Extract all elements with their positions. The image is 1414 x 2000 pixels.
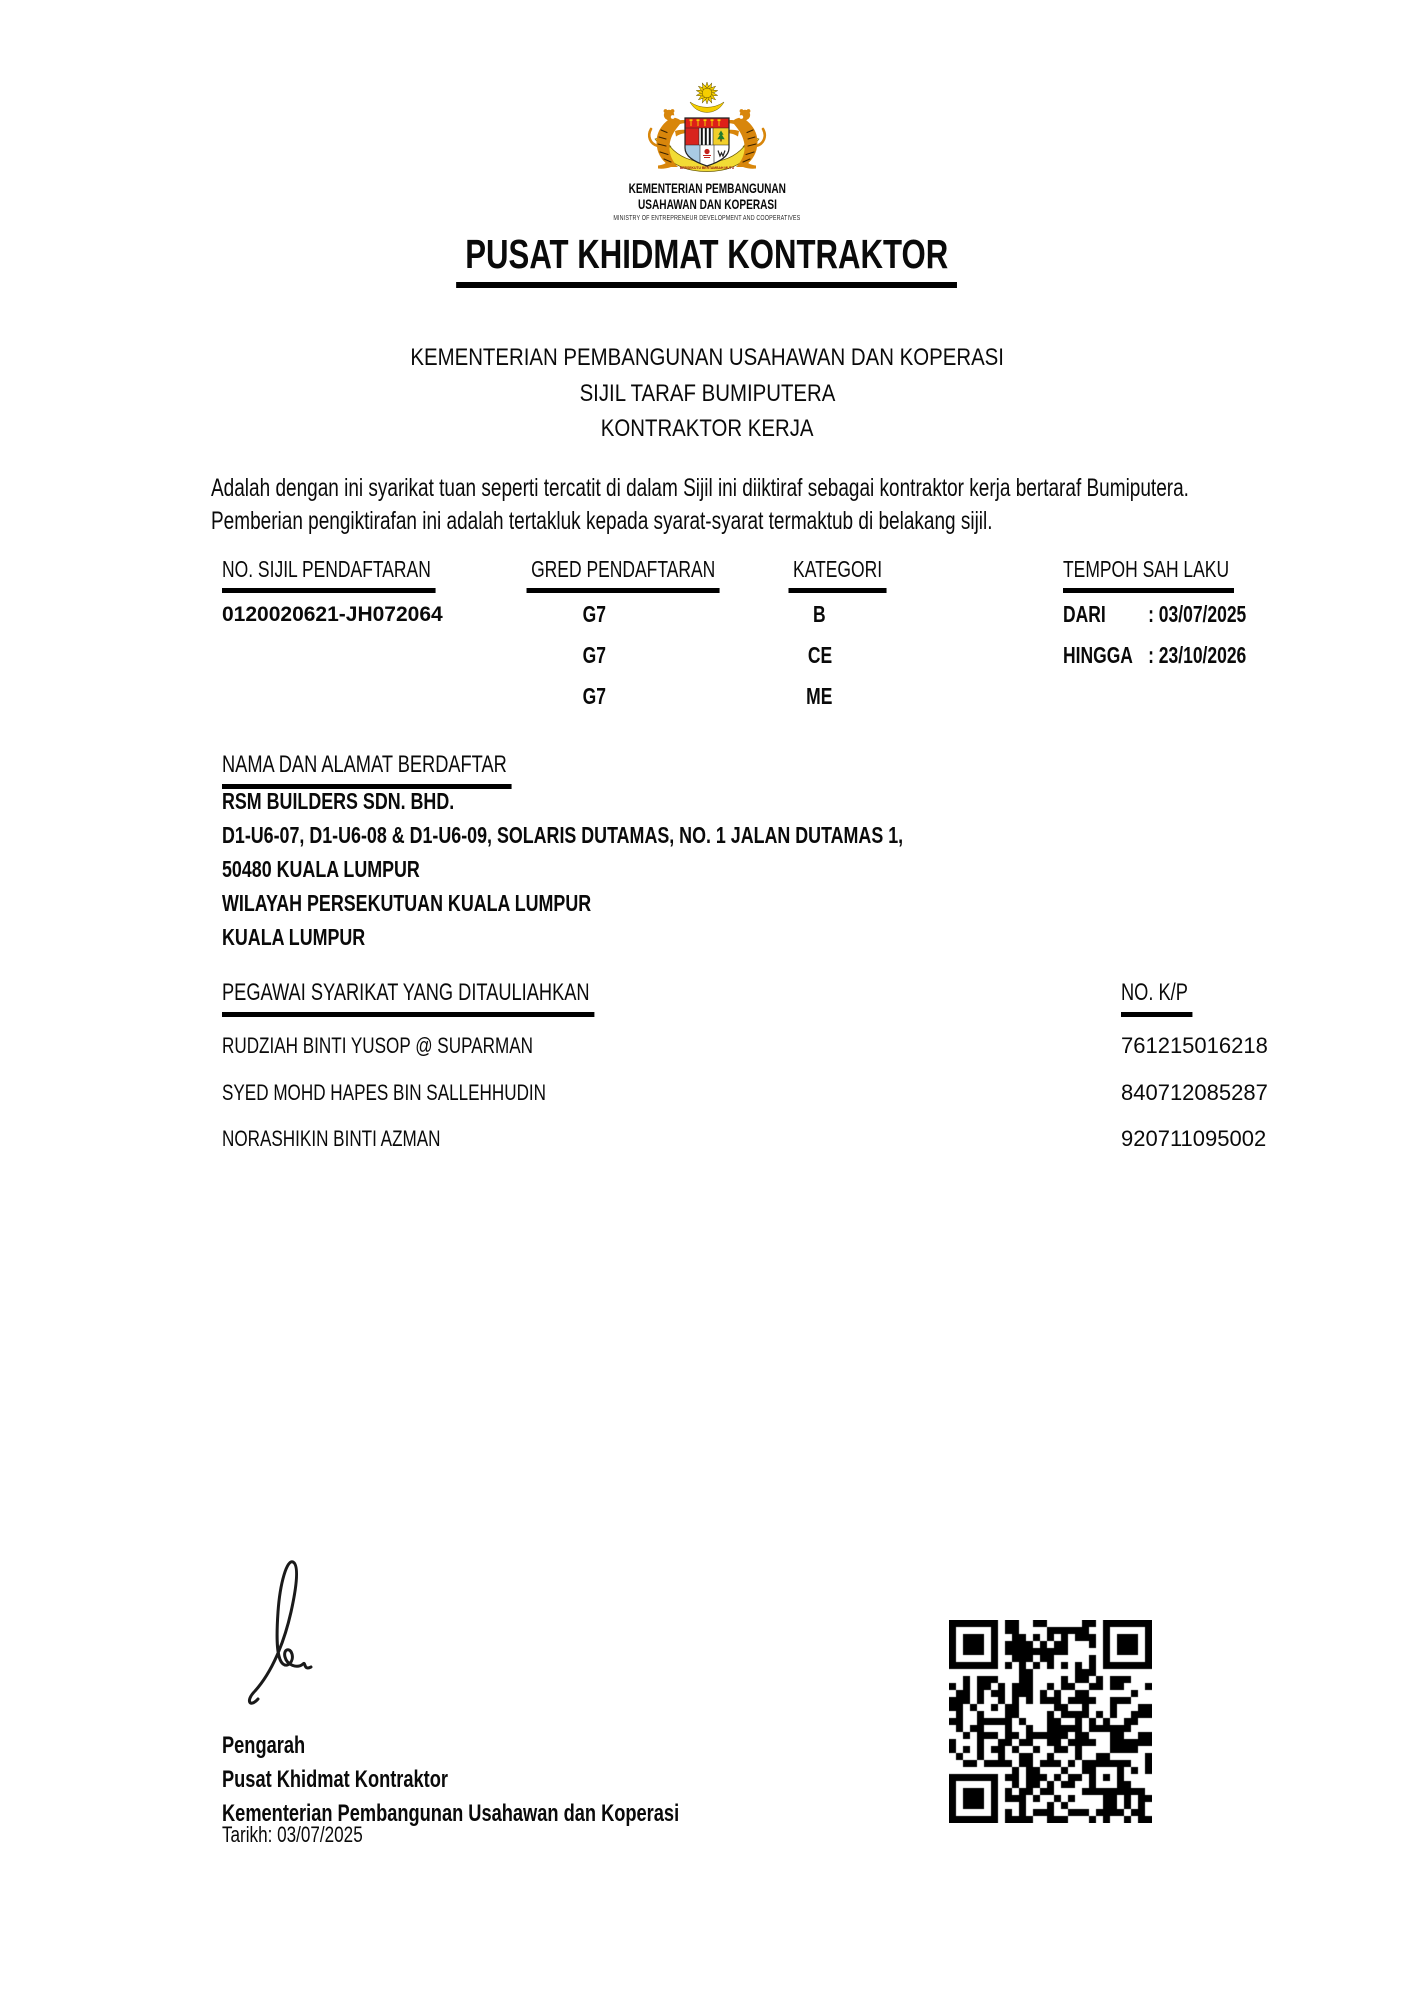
officer-row (0, 1116, 1414, 1163)
cert-number: 0120020621-JH072064 (222, 603, 443, 626)
ministry-name-line1: KEMENTERIAN PEMBANGUNAN (628, 180, 786, 196)
gred-column (478, 594, 710, 717)
coat-of-arms-svg (637, 80, 777, 180)
kategori-value: B (813, 601, 826, 627)
coat-of-arms-icon (637, 80, 777, 180)
company-address-line: KUALA LUMPUR (222, 924, 366, 950)
certificate-heading-line: KEMENTERIAN PEMBANGUNAN USAHAWAN DAN KOPERASI (410, 344, 1004, 371)
signatory-block (222, 1729, 824, 1831)
signatory-office: Pusat Khidmat Kontraktor (222, 1766, 449, 1793)
officer-name: NORASHIKIN BINTI AZMAN (222, 1126, 441, 1151)
gred-value: G7 (582, 642, 606, 668)
dari-date: : 03/07/2025 (1148, 601, 1247, 627)
officer-row (0, 1023, 1414, 1070)
hingga-label: HINGGA (1063, 642, 1133, 668)
gred-value: G7 (582, 601, 606, 627)
company-address-line: D1-U6-07, D1-U6-08 & D1-U6-09, SOLARIS DUTAMAS, NO. 1 JALAN DUTAMAS 1, (222, 822, 904, 848)
page-title: PUSAT KHIDMAT KONTRAKTOR (456, 234, 957, 288)
gred-value: G7 (582, 683, 606, 709)
dari-row (1063, 594, 1304, 635)
qr-code (949, 1620, 1152, 1823)
ministry-name-line2: USAHAWAN DAN KOPERASI (637, 195, 777, 212)
officer-name: RUDZIAH BINTI YUSOP @ SUPARMAN (222, 1033, 533, 1058)
officer-ic: 761215016218 (1121, 1033, 1268, 1058)
officer-ic: 840712085287 (1121, 1079, 1268, 1105)
certificate-heading-line: KONTRAKTOR KERJA (600, 415, 814, 442)
motto-text: BERSEKUTU BERTAMBAH MUTU (679, 165, 735, 170)
id-column-header: NO. K/P (1121, 979, 1192, 1017)
kategori-value: CE (807, 642, 832, 668)
company-block (222, 784, 1118, 954)
kategori-column (752, 594, 887, 717)
officer-ic: 920711095002 (1121, 1126, 1267, 1151)
issue-date: Tarikh: 03/07/2025 (222, 1822, 363, 1847)
header-no-sijil: NO. SIJIL PENDAFTARAN (222, 556, 435, 593)
hingga-row (1063, 635, 1304, 676)
intro-paragraph (211, 472, 1414, 538)
header-gred: GRED PENDAFTARAN (527, 556, 720, 593)
signatory-ministry: Kementerian Pembangunan Usahawan dan Koperasi (222, 1800, 680, 1827)
shield-icon (685, 118, 729, 166)
ministry-name-block (0, 181, 1414, 223)
header-tempoh: TEMPOH SAH LAKU (1063, 556, 1234, 593)
intro-line: Adalah dengan ini syarikat tuan seperti tercatit di dalam Sijil ini diiktiraf sebagai kontraktor kerja bertaraf Bumiputera. (211, 474, 1189, 502)
certificate-heading (0, 340, 1414, 447)
intro-line: Pemberian pengiktirafan ini adalah tertakluk kepada syarat-syarat termaktub di belakang sijil. (211, 507, 993, 535)
section-header-company: NAMA DAN ALAMAT BERDAFTAR (222, 751, 511, 789)
crest-star-icon (696, 82, 718, 104)
company-address-line: 50480 KUALA LUMPUR (222, 856, 420, 882)
section-header-officers: PEGAWAI SYARIKAT YANG DITAULIAHKAN (222, 979, 594, 1017)
company-name: RSM BUILDERS SDN. BHD. (222, 788, 455, 814)
ministry-name-english: MINISTRY OF ENTREPRENEUR DEVELOPMENT AND COOPERATIVES (613, 213, 801, 222)
company-address-line: WILAYAH PERSEKUTUAN KUALA LUMPUR (222, 890, 592, 916)
officer-list (0, 1023, 1414, 1163)
kategori-value: ME (806, 683, 833, 709)
header-kategori: KATEGORI (788, 556, 886, 593)
signatory-title: Pengarah (222, 1732, 306, 1759)
certificate-heading-line: SIJIL TARAF BUMIPUTERA (579, 379, 835, 407)
dari-label: DARI (1063, 601, 1106, 627)
hingga-date: : 23/10/2026 (1148, 642, 1247, 668)
validity-column (1063, 594, 1304, 676)
handwritten-signature-icon (247, 1549, 319, 1711)
officer-name: SYED MOHD HAPES BIN SALLEHHUDIN (222, 1079, 547, 1105)
officer-row (0, 1070, 1414, 1117)
